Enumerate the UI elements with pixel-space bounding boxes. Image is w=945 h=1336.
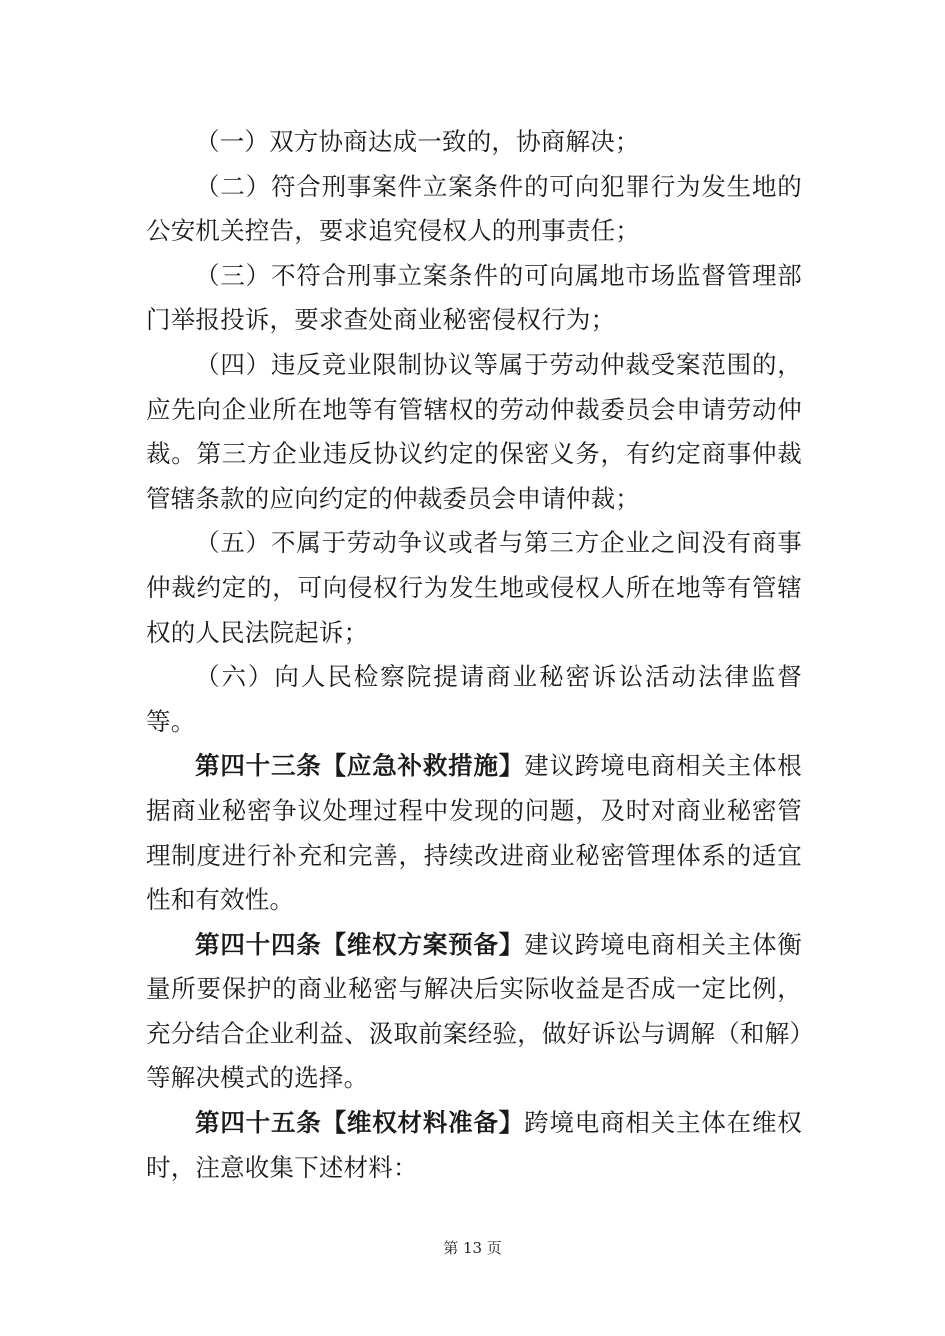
article-heading: 第四十三条【应急补救措施】 [195,751,525,781]
paragraph-text: （二）符合刑事案件立案条件的可向犯罪行为发生地的公安机关控告，要求追究侵权人的刑事责任； [146,171,802,246]
paragraph-item-2 [146,165,802,254]
article-heading: 第四十五条【维权材料准备】 [195,1108,525,1138]
paragraph-item-5 [146,521,802,655]
article-text: 建议跨境电商相关主体根据商业秘密争议处理过程中发现的问题，及时对商业秘密管理制度进行补充和完善，持续改进商业秘密管理体系的适宜性和有效性。 [146,751,802,915]
paragraph-item-6 [146,655,802,744]
paragraph-item-3 [146,254,802,343]
article-heading: 第四十四条【维权方案预备】 [195,929,525,959]
paragraph-text: （六）向人民检察院提请商业秘密诉讼活动法律监督等。 [146,662,802,736]
paragraph-text: （一）双方协商达成一致的，协商解决； [195,127,640,156]
article-text: 跨境电商相关主体在维权时，注意收集下述材料： [146,1108,802,1182]
paragraph-item-1 [146,120,802,165]
paragraph-text: （五）不属于劳动争议或者与第三方企业之间没有商事仲裁约定的，可向侵权行为发生地或侵权人所在地等有管辖权的人民法院起诉； [146,528,802,647]
article-43 [146,744,802,922]
paragraph-item-4 [146,343,802,521]
document-body [146,120,802,1190]
article-44 [146,923,802,1101]
page-number: 第 13 页 [443,1239,502,1257]
article-45 [146,1101,802,1190]
paragraph-text: （三）不符合刑事立案条件的可向属地市场监督管理部门举报投诉，要求查处商业秘密侵权行为； [146,260,802,335]
paragraph-text: （四）违反竞业限制协议等属于劳动仲裁受案范围的，应先向企业所在地等有管辖权的劳动仲裁委员会申请劳动仲裁。第三方企业违反协议约定的保密义务，有约定商事仲裁管辖条款的应向约定的仲裁委员会申请仲裁； [146,349,802,513]
article-text: 建议跨境电商相关主体衡量所要保护的商业秘密与解决后实际收益是否成一定比例，充分结合企业利益、汲取前案经验，做好诉讼与调解（和解）等解决模式的选择。 [146,929,802,1093]
